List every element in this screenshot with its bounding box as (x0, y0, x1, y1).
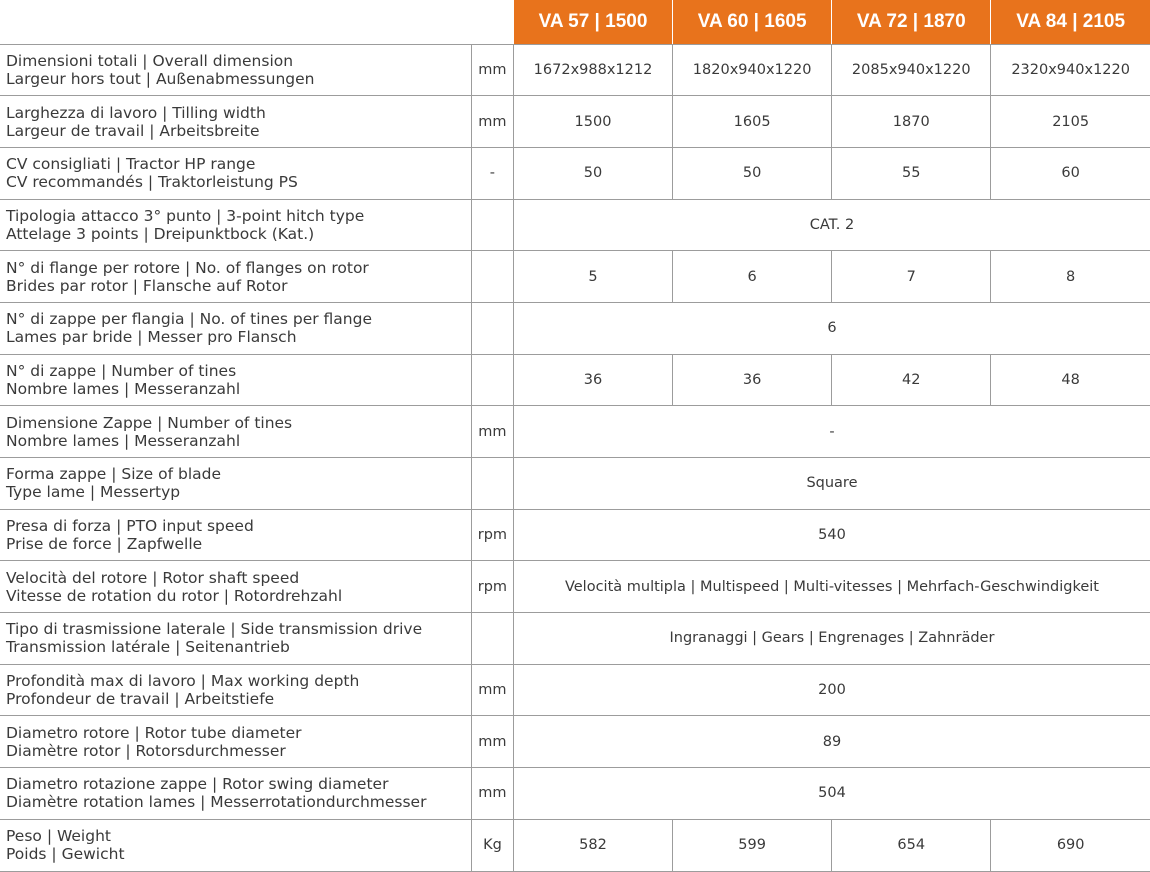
row-value-all-models: 200 (513, 664, 1150, 716)
row-label (0, 44, 471, 96)
row-value-all-models: - (513, 406, 1150, 458)
row-label (0, 561, 471, 613)
row-label-line-1: Larghezza di lavoro | Tilling width (6, 103, 266, 122)
row-unit (471, 458, 513, 510)
row-value-model-1: 1500 (513, 96, 672, 148)
row-label-line-1: Diametro rotore | Rotor tube diameter (6, 723, 302, 742)
row-label-line-2: Poids | Gewicht (6, 845, 125, 864)
row-label-line-1: Presa di forza | PTO input speed (6, 517, 254, 536)
row-value-model-1: 50 (513, 147, 672, 199)
row-value-model-1: 1672x988x1212 (513, 44, 672, 96)
row-unit (471, 613, 513, 665)
table-row (0, 96, 1150, 148)
row-label (0, 96, 471, 148)
row-label-line-2: CV recommandés | Traktorleistung PS (6, 173, 298, 192)
model-header-4: VA 84 | 2105 (991, 0, 1150, 44)
row-unit (471, 354, 513, 406)
table-row (0, 406, 1150, 458)
row-value-model-1: 5 (513, 251, 672, 303)
table-row (0, 716, 1150, 768)
row-unit (471, 199, 513, 251)
row-label (0, 199, 471, 251)
row-unit: mm (471, 716, 513, 768)
row-value-all-models: 504 (513, 768, 1150, 820)
row-label-line-2: Profondeur de travail | Arbeitstiefe (6, 690, 275, 709)
model-header-3: VA 72 | 1870 (832, 0, 991, 44)
row-unit: Kg (471, 819, 513, 871)
row-label (0, 509, 471, 561)
table-row (0, 768, 1150, 820)
row-label-line-1: Forma zappe | Size of blade (6, 465, 222, 484)
table-row (0, 147, 1150, 199)
row-label (0, 458, 471, 510)
row-value-model-2: 6 (673, 251, 832, 303)
row-label-line-2: Transmission latérale | Seitenantrieb (6, 638, 290, 657)
row-unit (471, 251, 513, 303)
row-value-all-models: Square (513, 458, 1150, 510)
row-value-model-4: 48 (991, 354, 1150, 406)
row-value-model-3: 7 (832, 251, 991, 303)
row-unit: mm (471, 406, 513, 458)
row-value-all-models: 89 (513, 716, 1150, 768)
table-row (0, 664, 1150, 716)
row-label-line-1: N° di zappe | Number of tines (6, 361, 237, 380)
row-value-all-models: 540 (513, 509, 1150, 561)
row-label-line-1: CV consigliati | Tractor HP range (6, 155, 256, 174)
row-label-line-2: Nombre lames | Messeranzahl (6, 431, 241, 450)
row-value-model-4: 2320x940x1220 (991, 44, 1150, 96)
header-blank-cell (0, 0, 513, 44)
row-value-model-1: 36 (513, 354, 672, 406)
row-label (0, 406, 471, 458)
row-value-model-4: 60 (991, 147, 1150, 199)
row-label-line-2: Nombre lames | Messeranzahl (6, 379, 241, 398)
row-unit: mm (471, 44, 513, 96)
model-header-2: VA 60 | 1605 (673, 0, 832, 44)
row-label (0, 147, 471, 199)
row-label-line-2: Prise de force | Zapfwelle (6, 535, 203, 554)
table-row (0, 613, 1150, 665)
row-unit: - (471, 147, 513, 199)
row-label-line-2: Diamètre rotation lames | Messerrotationdurchmesser (6, 793, 427, 812)
row-label-line-2: Vitesse de rotation du rotor | Rotordrehzahl (6, 586, 343, 605)
spec-body (0, 44, 1150, 871)
row-label (0, 664, 471, 716)
table-row (0, 354, 1150, 406)
row-value-model-2: 1605 (673, 96, 832, 148)
table-row (0, 561, 1150, 613)
row-value-all-models: Ingranaggi | Gears | Engrenages | Zahnräder (513, 613, 1150, 665)
row-label-line-1: Dimensioni totali | Overall dimension (6, 51, 294, 70)
row-label-line-1: Velocità del rotore | Rotor shaft speed (6, 568, 300, 587)
model-header-1: VA 57 | 1500 (513, 0, 672, 44)
row-unit: mm (471, 96, 513, 148)
row-unit (471, 302, 513, 354)
row-label (0, 819, 471, 871)
row-value-model-1: 582 (513, 819, 672, 871)
row-label-line-2: Attelage 3 points | Dreipunktbock (Kat.) (6, 224, 315, 243)
row-label (0, 251, 471, 303)
row-value-model-4: 690 (991, 819, 1150, 871)
row-label (0, 302, 471, 354)
row-value-model-2: 36 (673, 354, 832, 406)
row-label-line-1: Tipologia attacco 3° punto | 3-point hitch type (6, 206, 365, 225)
row-label-line-1: Dimensione Zappe | Number of tines (6, 413, 293, 432)
header-row (0, 0, 1150, 44)
table-row (0, 458, 1150, 510)
row-label (0, 354, 471, 406)
row-value-all-models: Velocità multipla | Multispeed | Multi-vitesses | Mehrfach-Geschwindigkeit (513, 561, 1150, 613)
row-label-line-1: N° di flange per rotore | No. of flanges on rotor (6, 258, 369, 277)
row-label (0, 716, 471, 768)
row-label-line-2: Largeur de travail | Arbeitsbreite (6, 121, 260, 140)
table-row (0, 251, 1150, 303)
row-value-model-4: 2105 (991, 96, 1150, 148)
row-value-model-4: 8 (991, 251, 1150, 303)
table-row (0, 302, 1150, 354)
row-unit: rpm (471, 509, 513, 561)
row-value-model-2: 1820x940x1220 (673, 44, 832, 96)
table-row (0, 819, 1150, 871)
row-value-model-3: 2085x940x1220 (832, 44, 991, 96)
table-row (0, 509, 1150, 561)
row-value-all-models: 6 (513, 302, 1150, 354)
row-value-model-2: 599 (673, 819, 832, 871)
row-value-all-models: CAT. 2 (513, 199, 1150, 251)
row-unit: mm (471, 664, 513, 716)
row-label-line-2: Brides par rotor | Flansche auf Rotor (6, 276, 288, 295)
row-label-line-2: Lames par bride | Messer pro Flansch (6, 328, 297, 347)
row-unit: mm (471, 768, 513, 820)
row-label-line-1: Tipo di trasmissione laterale | Side transmission drive (6, 620, 423, 639)
row-label-line-1: Profondità max di lavoro | Max working depth (6, 672, 360, 691)
row-value-model-3: 42 (832, 354, 991, 406)
row-label-line-1: Diametro rotazione zappe | Rotor swing diameter (6, 775, 389, 794)
row-value-model-3: 55 (832, 147, 991, 199)
row-label-line-2: Largeur hors tout | Außenabmessungen (6, 69, 315, 88)
row-label-line-1: Peso | Weight (6, 827, 111, 846)
table-row (0, 199, 1150, 251)
row-label-line-1: N° di zappe per flangia | No. of tines per flange (6, 310, 373, 329)
row-unit: rpm (471, 561, 513, 613)
row-label (0, 768, 471, 820)
row-label (0, 613, 471, 665)
row-label-line-2: Type lame | Messertyp (6, 483, 181, 502)
row-value-model-3: 1870 (832, 96, 991, 148)
table-row (0, 44, 1150, 96)
row-value-model-2: 50 (673, 147, 832, 199)
row-value-model-3: 654 (832, 819, 991, 871)
row-label-line-2: Diamètre rotor | Rotorsdurchmesser (6, 741, 286, 760)
